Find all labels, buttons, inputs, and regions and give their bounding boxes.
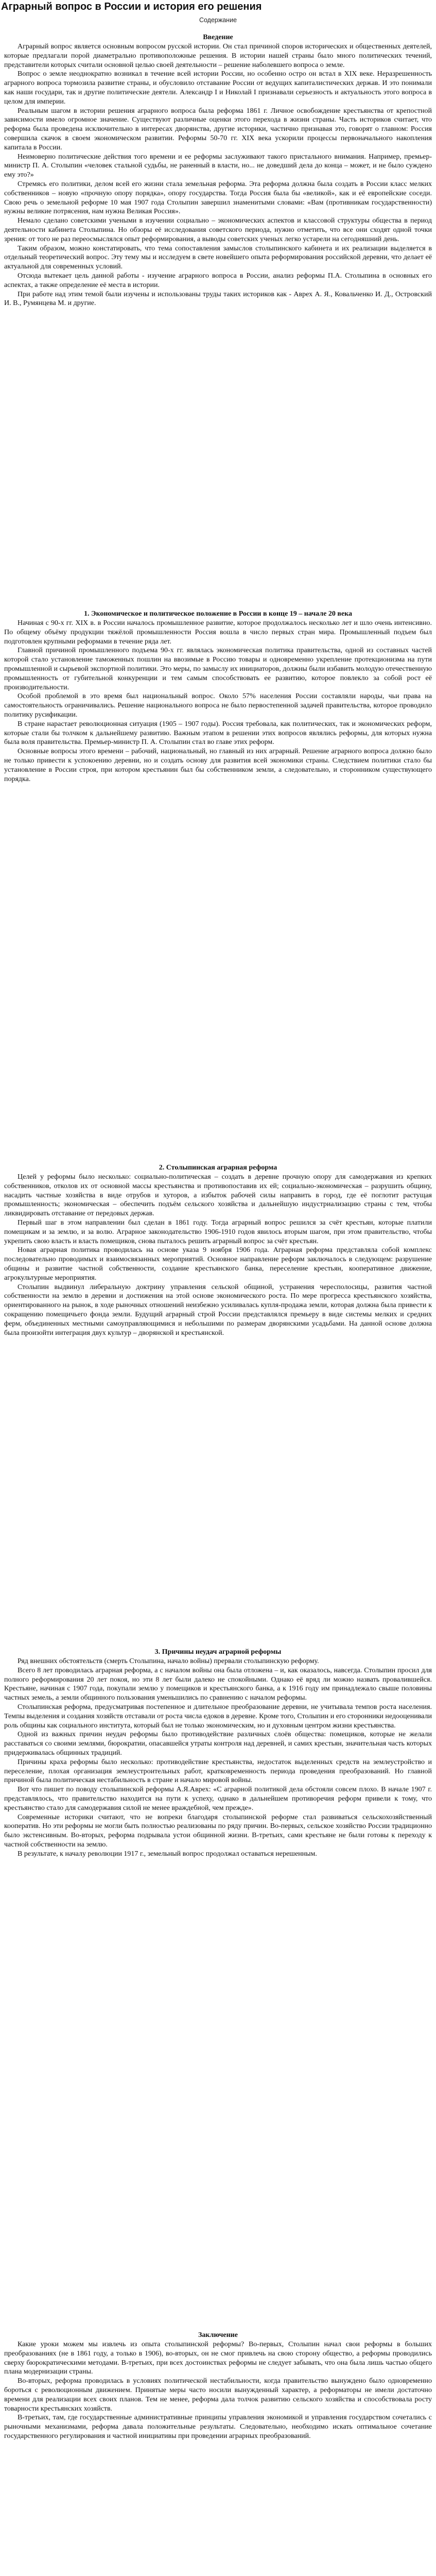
section-heading: Введение — [203, 33, 233, 41]
paragraph: Основные вопросы этого времени – рабочий, национальный, но главный из них аграрный. Решение аграрного вопроса должно было не только привести к успокоению деревни, но и создать основу для развития всей экономики страны. Следствием политики стало бы установление в России строя, при котором крестьянин был бы собственником земли, а следовательно, и сторонником существующего порядка. — [4, 748, 432, 783]
section-stolypin-reform — [4, 1163, 432, 1337]
paragraph: Главной причиной промышленного подъема 90-х гг. являлась экономическая политика правительства, одной из составных частей которой стало установление таможенных пошлин на ввозимые в Россию товары и одновременно укрепление протекционизма на пути промышленной и сырьевой экспортной политики. Это меры, по замыслу их инициаторов, должны были избавить молодую отечественную промышленность от губительной конкуренции и тем самым способствовать ее развитию, которое повлекло за собой рост её производительности. — [4, 647, 432, 691]
paragraph: Современные историки считают, что не вопреки благодаря столыпинской реформе стал развиваться сельскохозяйственный кооператив. Но эти реформы не могли быть полностью реализованы по ряду причин. Во-первых, сельское хозяйство России традиционно было экстенсивным. Во-вторых, реформа подрывала устои общинной жизни. В-третьих, сами крестьяне не были готовы к переходу к частной собственности на землю. — [4, 1813, 432, 1849]
paragraph: Вопрос о земле неоднократно возникал в течение всей истории России, но особенно остро он встал в XIX веке. Неразрешенность аграрного вопроса тормозила развитие страны, и обусловило отставание России от ведущих капиталистических держав. И это понимали как наши государи, так и другие политические деятели. Александр I и Николай I признавали серьезность и актуальность этого вопроса в целом для империи. — [4, 70, 432, 106]
section-heading: 3. Причины неудач аграрной реформы — [154, 1648, 282, 1656]
section-economic-position — [4, 609, 432, 784]
paragraph: Немало сделано советскими учеными в изучении социально – экономических аспектов и классовой структуры общества в период деятельности кабинета Столыпина. Но обзоры её исследования советского периода, нужно отметить, что все они сходят одной точки зрения: от того не раз переосмыслялся опыт реформирования, а выводы советских ученых легко устарели на сегодняшний день. — [4, 217, 432, 243]
paragraph: Столыпинская реформа, предусматривая постепенное и длительное преобразование деревни, не учитывала темпов роста населения. Темпы выделения и создания хозяйств отставали от роста числа едоков в деревне. Кроме того, Столыпин и его сторонники недооценивали роль общины как социального института, который был не только экономическим, но и духовным центром жизни крестьянства. — [4, 1703, 432, 1730]
toc-label: Содержание — [199, 16, 237, 24]
section-heading: 2. Столыпинская аграрная реформа — [159, 1164, 277, 1172]
paragraph: Таким образом, можно констатировать, что тема сопоставления замыслов столыпинского кабинета и их реализации выделяется в отдельный теоретический вопрос. Эту тему мы и исследуем в свете новейшего опыта реформирования российской деревни, что делает её актуальной для современных условий. — [4, 244, 432, 271]
paragraph: В-третьих, там, где государственные административные принципы управления экономикой и управления государством сочетались с рыночными механизмами, реформа давала положительные результаты. Следовательно, необходимо искать оптимальное сочетание государственного регулирования и частной инициативы при проведении аграрных преобразований. — [4, 2414, 432, 2440]
section-conclusion — [4, 2331, 432, 2441]
paragraph: Отсюда вытекает цель данной работы - изучение аграрного вопроса в России, анализ реформы П.А. Столыпина в основных его аспектах, а также определение её места в истории. — [4, 272, 432, 289]
paragraph: Первый шаг в этом направлении был сделан в 1861 году. Тогда аграрный вопрос решился за счёт крестьян, которые платили помещикам и за землю, и за волю. Аграрное законодательство 1906-1910 годов явилось вторым шагом, при этом правительство, чтобы укрепить свою власть и власть помещиков, снова пыталось решить аграрный вопрос за счёт крестьян. — [4, 1218, 432, 1245]
document-title: Аграрный вопрос в России и история его решения — [1, 1, 262, 12]
paragraph: В результате, к началу революции 1917 г., земельный вопрос продолжал оставаться нерешенным. — [18, 1850, 317, 1858]
section-heading: Заключение — [198, 2331, 238, 2339]
paragraph: Начиная с 90-х гг. XIX в. в России началось промышленное развитие, которое продолжалось несколько лет и шло очень интенсивно. По общему объёму продукции тяжёлой промышленности Россия вошла в число первых стран мира. Промышленный подъем был подготовлен крупными реформами в течение ряда лет. — [4, 619, 432, 646]
paragraph: Неимоверно политические действия того времени и ее реформы заслуживают такого пристального внимания. Например, премьер-министр П. А. Столыпин «человек стальной судьбы, не раненный в власти, но... не доведший дела до конца – может, и не было суждено ему это?» — [4, 152, 432, 179]
paragraph: Причины краха реформы было несколько: противодействие крестьянства, недостаток выделенных средств на землеустройство и переселение, плохая организация землеустроительных работ, кратковременность периода проведения преобразований. Но главной причиной была политическая нестабильность в стране и начало мировой войны. — [4, 1758, 432, 1785]
paragraph: Во-вторых, реформа проводилась в условиях политической нестабильности, когда правительство вынуждено было одновременно бороться с революционным движением. Принятые меры часто носили вынужденный характер, а реформаторы не имели достаточно времени для реализации всех своих планов. Тем не менее, реформа дала толчок развитию сельского хозяйства и способствовала росту товарности крестьянских хозяйств. — [4, 2377, 432, 2413]
paragraph: Целей у реформы было несколько: социально-политическая – создать в деревне прочную опору для самодержавия из крепких собственников, отколов их от основной массы крестьянства и противопоставив их ей; социально-экономическая – разрушить общину, насадить частные хозяйства в виде отрубов и хуторов, а избыток рабочей силы направить в город, где её поглотит растущая промышленность; экономическая – обеспечить подъём сельского хозяйства и дальнейшую индустриализацию страны с тем, чтобы ликвидировать отставание от передовых держав. — [4, 1173, 432, 1218]
paragraph: В стране нарастает революционная ситуация (1905 – 1907 годы). Россия требовала, как политических, так и экономических реформ, которые стали бы толчком к дальнейшему развитию. Важным этапом в решении этих вопросов являлись реформы, для которых нужна была воля правительства. Премьер-министр П. А. Столыпин стал во главе этих реформ. — [4, 720, 432, 747]
paragraph: Вот что пишет по поводу столыпинской реформы А.Я.Аврех: «С аграрной политикой дела обстояли совсем плохо. В начале 1907 г. представлялось, что правительство находится на пути к успеху, однако в дальнейшем противоречия реформ привели к тому, что крестьянство стало для самодержавия силой не менее враждебной, чем прежде». — [4, 1786, 432, 1812]
paragraph: Какие уроки можем мы извлечь из опыта столыпинской реформы? Во-первых, Столыпин начал свои реформы в больших преобразованиях (не в 1861 году, а только в 1906), во-вторых, он не смог привлечь на свою сторону общество, а реформы проводились сверху бюрократическими методами. В-третьих, при всех достоинствах реформы не следует забывать, что она была лишь частью общего плана модернизации страны. — [4, 2341, 432, 2376]
paragraph: При работе над этим темой были изучены и использованы труды таких историков как - Аврех А. Я., Ковальченко И. Д., Островский И. В., Румянцева М. и другие. — [4, 290, 432, 308]
paragraph: Аграрный вопрос является основным вопросом русской истории. Он стал причиной споров исторических и общественных деятелей, которые предлагали порой диаметрально противоположные решения. В истории нашей страны было много политических течений, представители которых считали основной целью своей деятельности – решение наболевшего вопроса о земле. — [4, 43, 432, 69]
section-heading: 1. Экономическое и политическое положение в России в конце 19 – начале 20 века — [83, 610, 353, 618]
paragraph: Всего 8 лет проводилась аграрная реформа, а с началом войны она была отложена – и, как оказалось, навсегда. Столыпин просил для полного реформирования 20 лет покоя, но эти 8 лет были далеко не спокойными. Однако её вряд ли можно назвать провалившейся. Крестьяне, начиная с 1907 года, покупали землю у помещиков и крестьянского банка, а к 1916 году им принадлежало свыше половины частных земель, а земли общинного пользования уменьшились по сравнению с началом реформы. — [4, 1666, 432, 1702]
section-introduction — [4, 33, 432, 308]
paragraph: Стремясь его политики, делом всей его жизни стала земельная реформа. Эта реформа должна была создать в России класс мелких собственников – новую «прочную опору порядка», опору государства. Тогда Россия была бы «великой», как и её европейские соседи. Свою речь о земельной реформе 10 мая 1907 года Столыпин завершил знаменитыми словами: «Вам (противникам государственности) нужны великие потрясения, нам нужна Великая Россия». — [4, 180, 432, 216]
paragraph: Реальным шагом в истории решения аграрного вопроса была реформа 1861 г. Личное освобождение крестьянства от крепостной зависимости имело огромное значение. Существуют различные оценки этого перехода в жизни страны. Часть историков считает, что реформа была проведена исключительно в интересах дворянства, другие историки, частично признавая это, говорят о главном: Россия совершила скачок в своем экономическом развитии. Реформы 50-70 гг. XIX века ускорили процессы первоначального накопления капитала в России. — [4, 107, 432, 151]
paragraph: Особой проблемой в это время был национальный вопрос. Около 57% населения России составляли народы, чьи права на самостоятельность ограничивались. Решение национального вопроса не было первостепенной задачей правительства, которое проводило политику русификации. — [4, 692, 432, 719]
paragraph: Столыпин выдвинул либеральную доктрину управления сельской общиной, устранения чересполосицы, развития частной собственности на землю в деревни и достижения на этой основе экономического роста. По мере прогресса крестьянского хозяйства, ориентированного на рынок, в ходе рыночных отношений неизбежно усиливалась купля-продажа земли, которая должна была привести к сокращению помещичьего фонда земли. Будущий аграрный строй России представлялся премьеру в виде системы мелких и средних ферм, объединенных местными самоуправляющимися и небольшими по размерам дворянскими усадьбами. На данной основе должна была произойти интеграция двух культур – дворянской и крестьянской. — [4, 1283, 432, 1337]
paragraph: Ряд внешних обстоятельств (смерть Столыпина, начало войны) прервали столыпинскую реформу. — [18, 1657, 319, 1665]
section-reform-failures — [4, 1648, 432, 1859]
paragraph: Одной из важных причин неудач реформы было противодействие различных слоёв общества: помещиков, которые не желали расставаться со своими землями, бюрократии, опасавшейся утраты контроля над деревней, и самих крестьян, значительная часть которых придерживалась общинных традиций. — [4, 1731, 432, 1757]
paragraph: Новая аграрная политика проводилась на основе указа 9 ноября 1906 года. Аграрная реформа представляла собой комплекс последовательно проводимых и взаимосвязанных мероприятий. Основное направление реформ заключалось в следующем: разрушение общины и развитие частной собственности, создание крестьянского банка, переселение крестьян, кооперативное движение, агрокультурные мероприятия. — [4, 1246, 432, 1282]
